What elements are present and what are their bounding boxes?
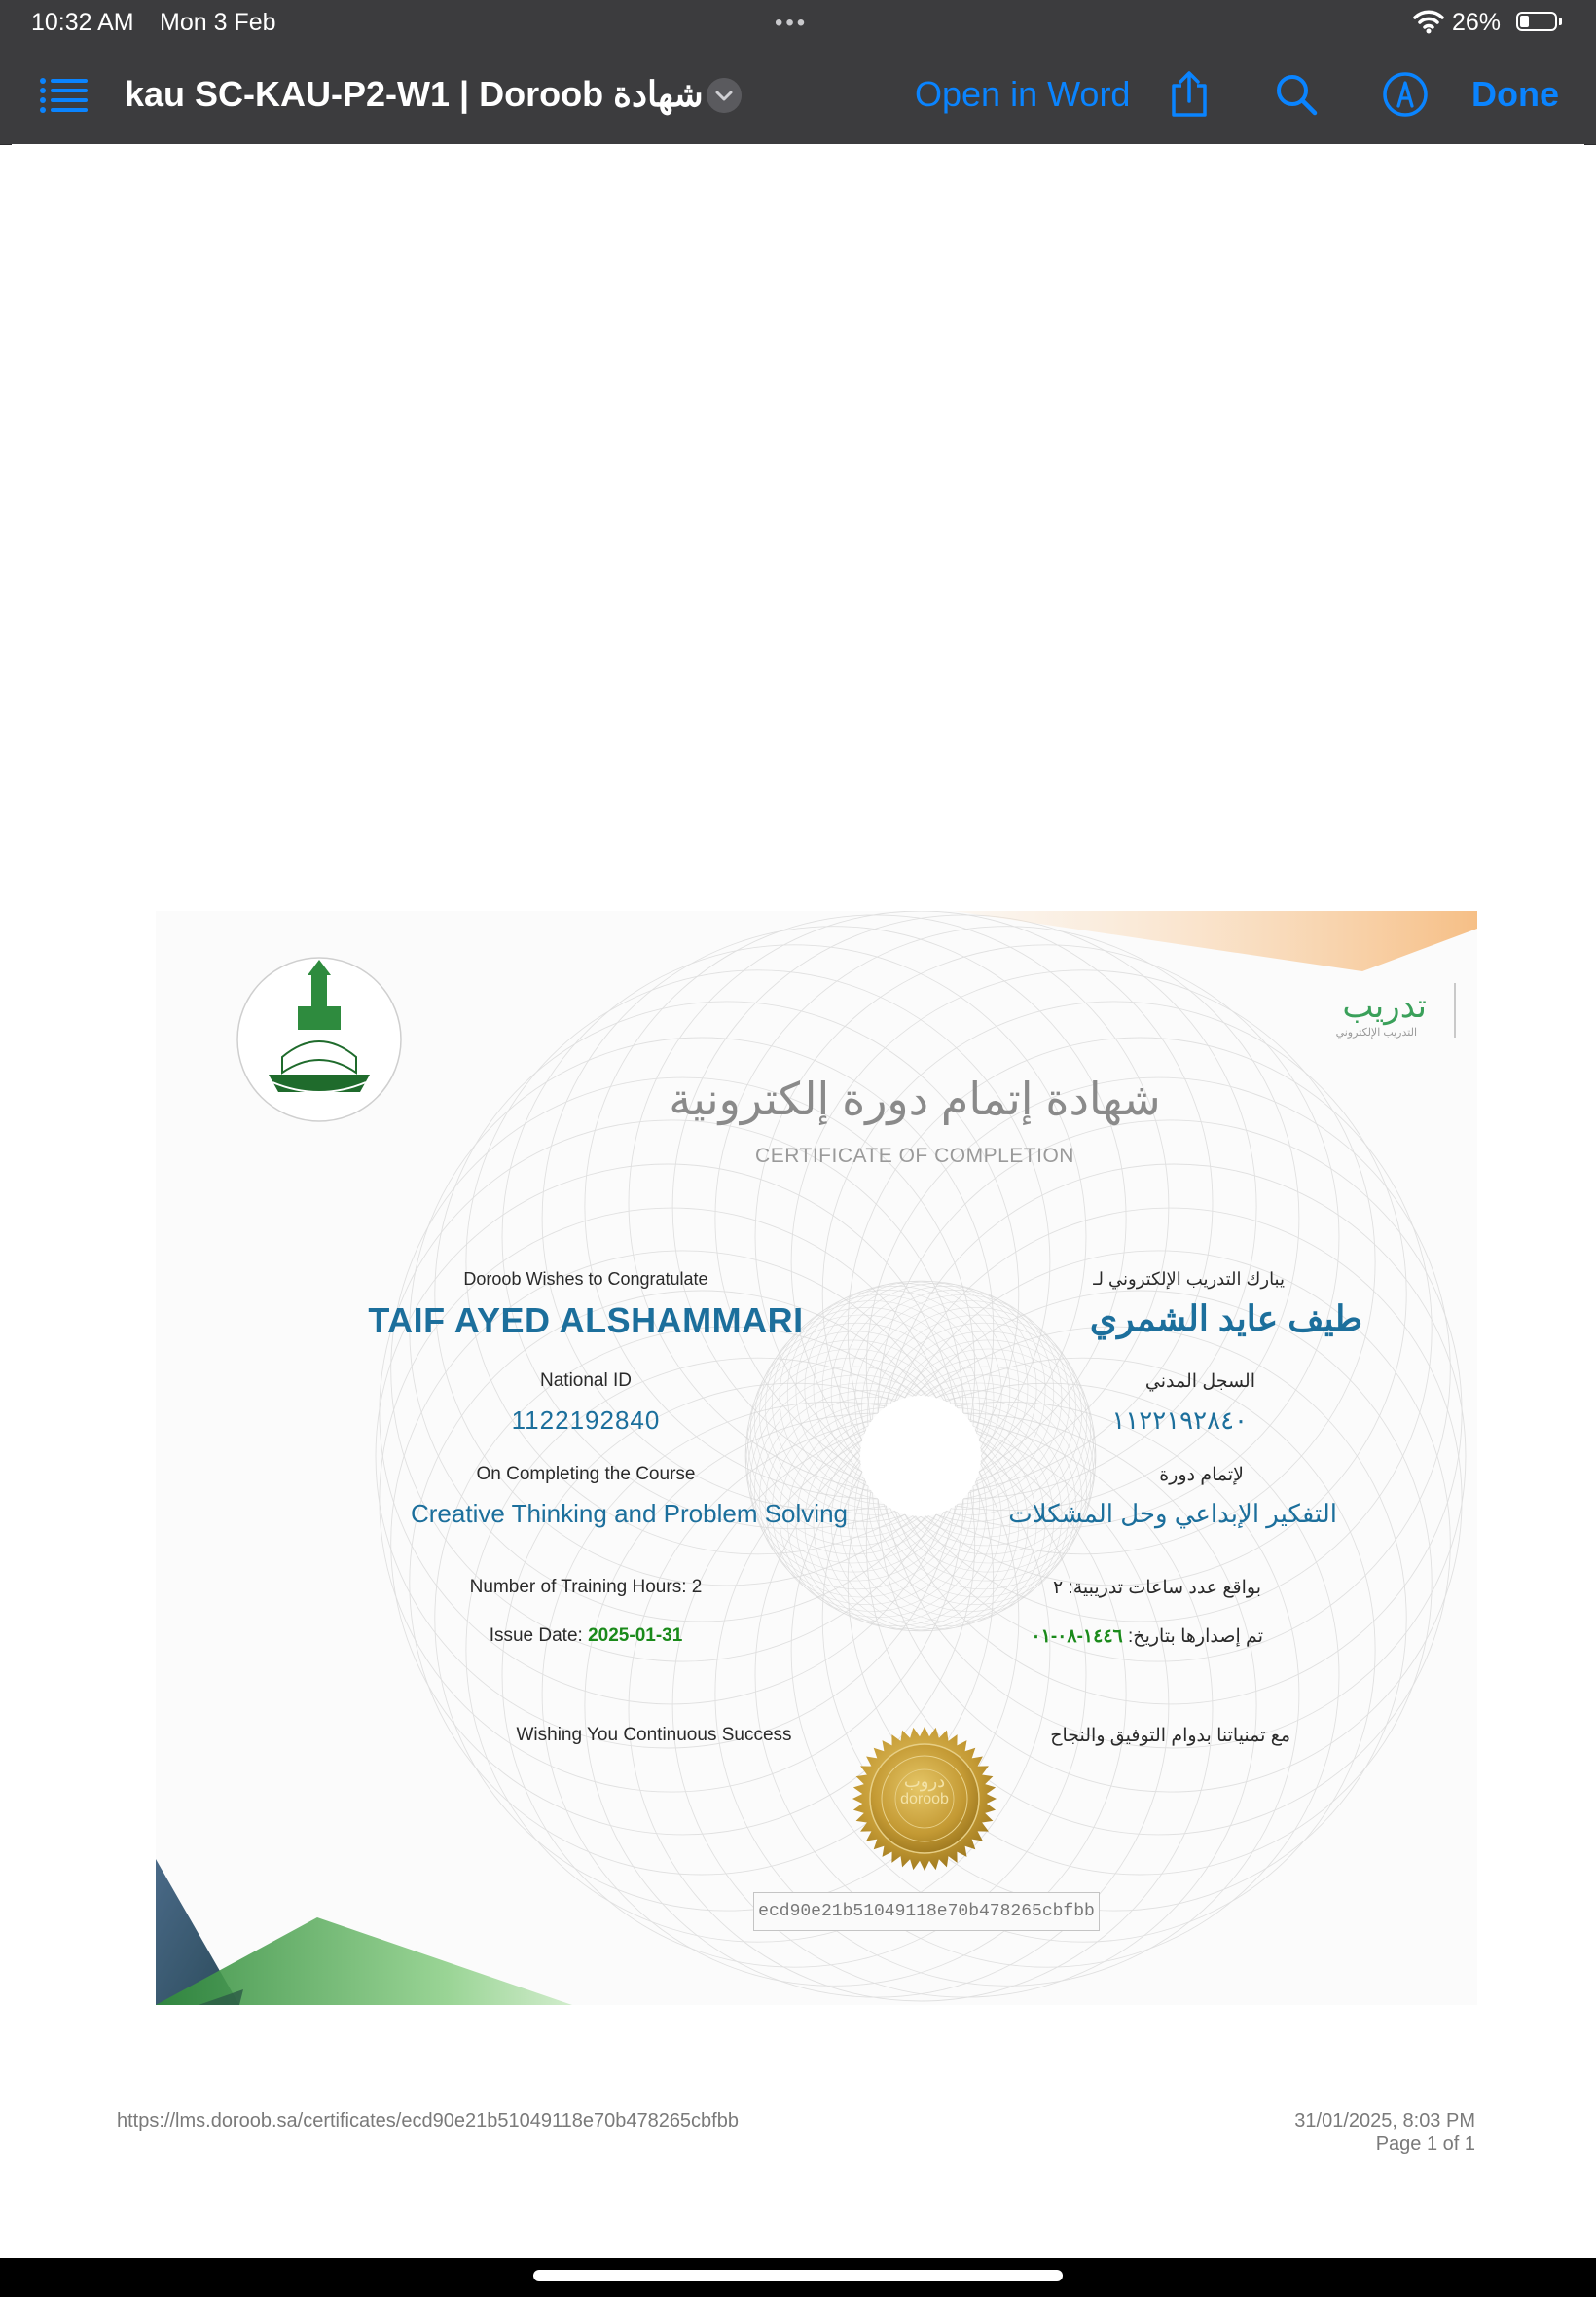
- share-icon[interactable]: [1166, 70, 1213, 119]
- battery-tip: [1559, 18, 1562, 25]
- certificate: [156, 911, 1477, 2005]
- brand-divider: [1454, 983, 1456, 1038]
- certificate-title-en: CERTIFICATE OF COMPLETION: [755, 1145, 1074, 1167]
- document-title: kau SC-KAU-P2-W1 | Doroob شهادة: [125, 74, 704, 114]
- issue-date-label-ar: تم إصدارها بتاريخ:: [1122, 1626, 1263, 1647]
- national-id-label-en: National ID: [540, 1370, 632, 1391]
- issue-date-en: [440, 1625, 732, 1647]
- seal-text-en: doroob: [900, 1791, 949, 1807]
- wishes-en: Wishing You Continuous Success: [516, 1725, 792, 1745]
- open-in-word-button[interactable]: Open in Word: [915, 74, 1131, 114]
- recipient-name-ar: طيف عايد الشمري: [1089, 1298, 1362, 1338]
- brand-subtitle-ar: التدريب الإلكتروني: [1335, 1027, 1417, 1039]
- certificate-title-ar: شهادة إتمام دورة إلكترونية: [669, 1074, 1161, 1124]
- done-button[interactable]: Done: [1471, 74, 1559, 114]
- battery-icon: [1516, 12, 1557, 31]
- brand-logo-ar: تدريب: [1342, 988, 1427, 1025]
- multitasking-dots-icon[interactable]: •••: [775, 10, 809, 36]
- status-date: Mon 3 Feb: [160, 9, 276, 36]
- course-name-ar: التفكير الإبداعي وحل المشكلات: [1008, 1499, 1337, 1528]
- training-hours-en: Number of Training Hours: 2: [469, 1577, 703, 1597]
- wifi-icon: [1413, 8, 1444, 35]
- issue-date-value-ar: ١٤٤٦-٠٨-٠١: [1031, 1626, 1123, 1647]
- wishes-ar: مع تمنياتنا بدوام التوفيق والنجاح: [1050, 1726, 1290, 1746]
- certificate-hash: ecd90e21b51049118e70b478265cbfbb: [753, 1892, 1100, 1931]
- battery-percent: 26%: [1452, 9, 1502, 36]
- congratulate-en: Doroob Wishes to Congratulate: [463, 1269, 708, 1289]
- home-indicator[interactable]: [533, 2270, 1063, 2281]
- markup-icon[interactable]: [1382, 70, 1429, 119]
- course-name-en: Creative Thinking and Problem Solving: [411, 1499, 848, 1528]
- status-bar: [0, 0, 1596, 47]
- chevron-down-icon[interactable]: [707, 78, 742, 113]
- status-time: 10:32 AM: [31, 9, 134, 36]
- issue-date-ar: [1012, 1625, 1263, 1648]
- course-label-ar: لإتمام دورة: [1159, 1465, 1244, 1485]
- issue-date-label-en: Issue Date:: [489, 1625, 589, 1646]
- national-id-ar: ١١٢٢١٩٢٨٤٠: [1111, 1405, 1248, 1435]
- course-label-en: On Completing the Course: [476, 1464, 696, 1484]
- print-footer-url: https://lms.doroob.sa/certificates/ecd90e21b51049118e70b478265cbfbb: [117, 2110, 739, 2132]
- viewer-toolbar: [0, 47, 1596, 145]
- search-icon[interactable]: [1273, 70, 1320, 119]
- print-footer-page: Page 1 of 1: [1375, 2133, 1475, 2155]
- list-icon[interactable]: [39, 76, 90, 115]
- kau-logo-icon: [237, 958, 401, 1121]
- training-hours-ar: بواقع عدد ساعات تدريبية: ٢: [1052, 1578, 1261, 1598]
- national-id-en: 1122192840: [511, 1405, 661, 1435]
- recipient-name-en: TAIF AYED ALSHAMMARI: [368, 1300, 804, 1340]
- print-footer-datetime: 31/01/2025, 8:03 PM: [1294, 2110, 1475, 2132]
- congratulate-ar: يبارك التدريب الإلكتروني لـ: [1093, 1269, 1285, 1289]
- seal-text-ar: دروب: [903, 1771, 946, 1791]
- issue-date-value-en: 2025-01-31: [588, 1625, 683, 1646]
- national-id-label-ar: السجل المدني: [1144, 1371, 1255, 1392]
